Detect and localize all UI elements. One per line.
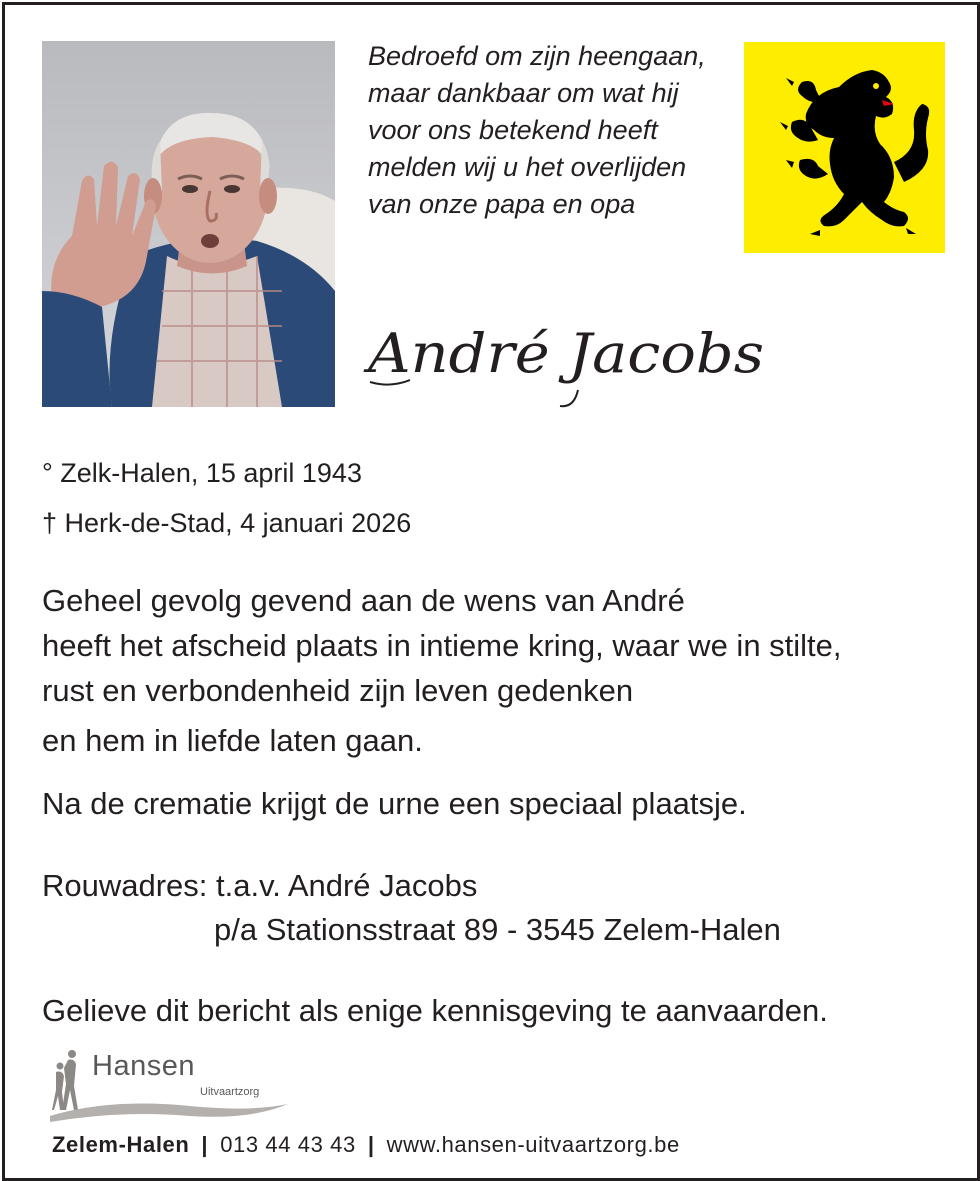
funeral-home-logo xyxy=(50,1046,290,1126)
message-line: Geheel gevolg gevend aan de wens van André xyxy=(42,583,685,618)
flemish-flag xyxy=(744,42,945,253)
intro-line: maar dankbaar om wat hij xyxy=(368,78,679,108)
logo-subtitle: Uitvaartzorg xyxy=(200,1086,260,1098)
intro-line: van onze papa en opa xyxy=(368,189,636,219)
deceased-name: André Jacobs xyxy=(362,322,764,385)
intro-line: melden wij u het overlijden xyxy=(368,152,687,182)
mourning-address-line1: Rouwadres: t.a.v. André Jacobs xyxy=(42,868,478,903)
intro-line: Bedroefd om zijn heengaan, xyxy=(368,41,706,71)
closing-text: Gelieve dit bericht als enige kennisgeving te aanvaarden. xyxy=(42,993,828,1028)
life-dates xyxy=(42,448,411,548)
footer-contact xyxy=(52,1132,680,1158)
message-line: heeft het afscheid plaats in intieme kring, waar we in stilte, xyxy=(42,628,842,663)
flemish-lion-icon xyxy=(744,42,945,253)
logo-name: Hansen xyxy=(92,1050,195,1082)
footer-city: Zelem-Halen xyxy=(52,1132,190,1157)
message-line: en hem in liefde laten gaan. xyxy=(42,723,423,758)
footer-website[interactable]: www.hansen-uitvaartzorg.be xyxy=(386,1132,680,1157)
footer-separator: | xyxy=(367,1132,375,1157)
birth-date: ° Zelk-Halen, 15 april 1943 xyxy=(42,458,362,488)
message-text xyxy=(42,578,842,763)
cremation-text: Na de crematie krijgt de urne een speciaal plaatsje. xyxy=(42,786,747,821)
footer-separator: | xyxy=(201,1132,209,1157)
intro-text xyxy=(368,38,738,223)
intro-line: voor ons betekend heeft xyxy=(368,115,658,145)
message-line: rust en verbondenheid zijn leven gedenken xyxy=(42,673,634,708)
death-date: † Herk-de-Stad, 4 januari 2026 xyxy=(42,508,412,538)
name-signature xyxy=(360,300,800,420)
footer-phone: 013 44 43 43 xyxy=(220,1132,356,1157)
portrait-photo xyxy=(42,41,335,407)
mourning-address-line2: p/a Stationsstraat 89 - 3545 Zelem-Halen xyxy=(214,912,781,947)
